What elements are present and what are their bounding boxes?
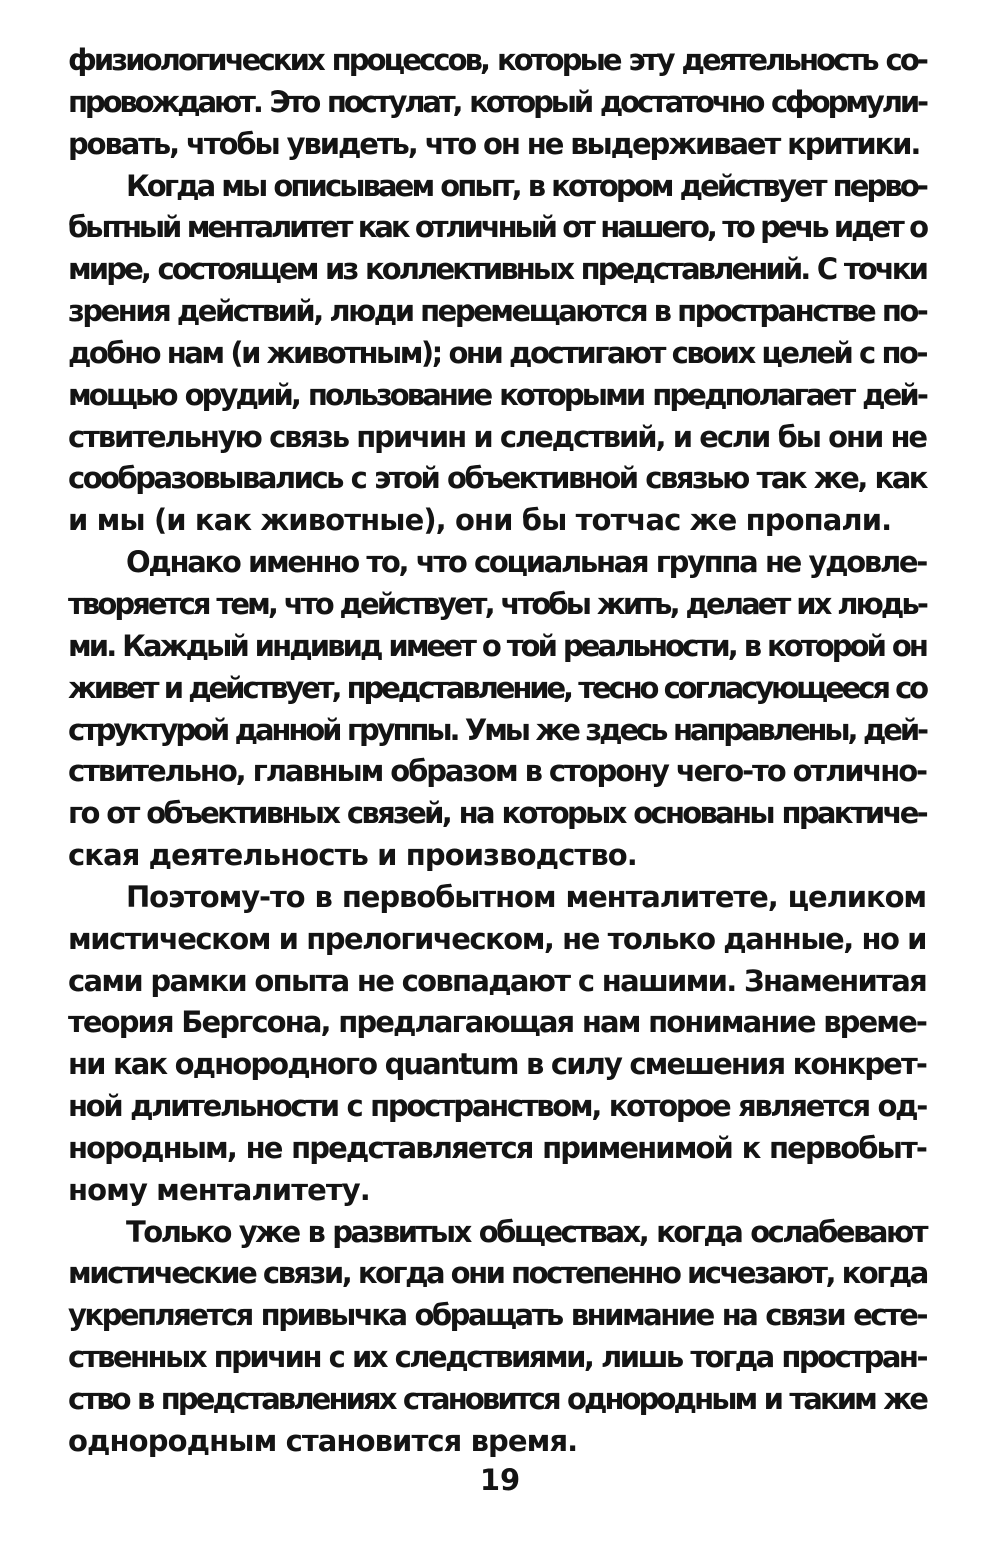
text-line: ская деятельность и производство. [68,838,637,873]
text-line: ни как однородного quantum в силу смешения конкрет- [68,1047,926,1082]
text-line: ному менталитету. [68,1172,370,1207]
text-line: ственных причин с их следствиями, лишь тогда простран- [68,1340,926,1375]
text-line: добно нам (и животным); они достигают своих целей с по- [68,335,926,370]
text-line: ствительную связь причин и следствий, и если бы они не [68,419,926,454]
page-number: 19 [479,1463,521,1497]
page-body-text [68,40,926,1463]
text-line: творяется тем, что действует, чтобы жить, делает их людь- [68,586,926,621]
paragraph-first-line: Однако именно то, что социальная группа не удовле- [126,545,926,580]
paragraph-first-line: Когда мы описываем опыт, в котором действует перво- [126,168,926,203]
paragraph-first-line: Поэтому-то в первобытном менталитете, целиком [126,879,926,914]
text-line: зрения действий, люди перемещаются в пространстве по- [68,294,927,329]
text-line: укрепляется привычка обращать внимание на связи есте- [68,1298,926,1333]
text-line: бытный менталитет как отличный от нашего, то речь идет о [68,210,926,245]
text-line: мистические связи, когда они постепенно исчезают, когда [68,1256,927,1291]
text-line: сообразовывались с этой объективной связью так же, как [68,461,926,496]
text-line: нородным, не представляется применимой к первобыт- [68,1130,926,1165]
text-line: и мы (и как животные), они бы тотчас же пропали. [68,503,892,538]
text-line: ми. Каждый индивид имеет о той реальности, в которой он [68,628,926,663]
text-line: го от объективных связей, на которых основаны практиче- [68,796,926,831]
text-line: физиологических процессов, которые эту деятельность со- [68,43,926,77]
text-line: ствительно, главным образом в сторону чего-то отлично- [68,754,926,789]
text-line: теория Бергсона, предлагающая нам понимание време- [68,1005,926,1040]
text-line: мире, состоящем из коллективных представлений. С точки [68,252,926,287]
text-line: структурой данной группы. Умы же здесь направлены, дей- [68,712,926,747]
text-line: провождают. Это постулат, который достаточно сформули- [68,84,926,119]
text-line: ной длительности с пространством, которое является од- [68,1089,926,1124]
text-line: мистическом и прелогическом, не только данные, но и [68,921,926,956]
text-line: ровать, чтобы увидеть, что он не выдерживает критики. [68,126,920,161]
text-line: сами рамки опыта не совпадают с нашими. Знаменитая [68,963,926,998]
text-line: ство в представлениях становится однородным и таким же [68,1382,926,1416]
text-line: однородным становится время. [68,1423,578,1458]
text-line: живет и действует, представление, тесно согласующееся со [68,670,926,705]
text-line: мощью орудий, пользование которыми предполагает дей- [68,377,926,412]
paragraph-first-line: Только уже в развитых обществах, когда ослабевают [126,1214,926,1249]
